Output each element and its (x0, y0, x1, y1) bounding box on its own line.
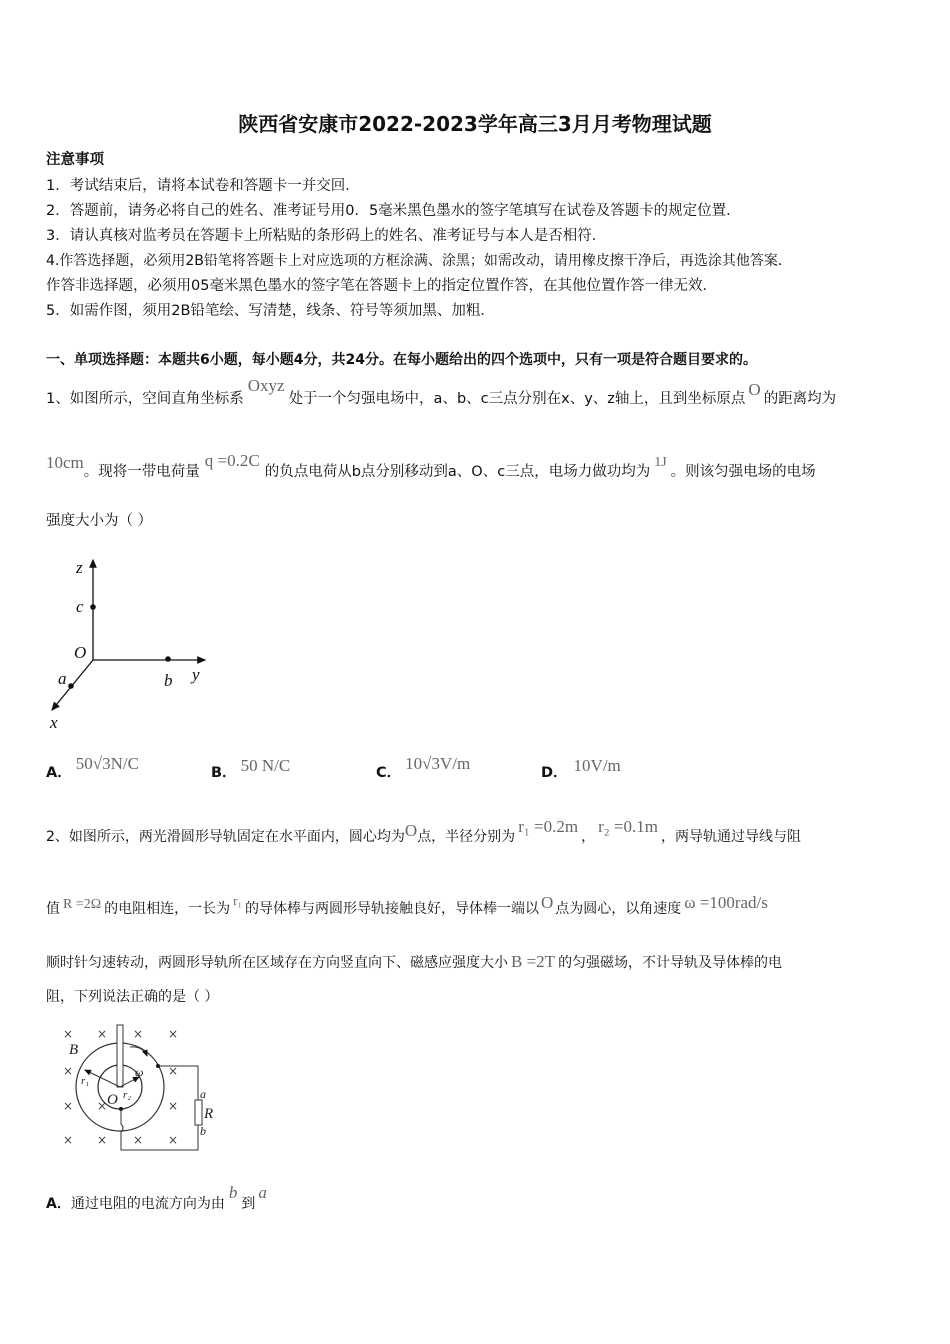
point-a (68, 683, 74, 689)
resistor (195, 1100, 202, 1125)
q1-math: q =0.2C (204, 451, 260, 470)
circular-rails-figure (55, 1022, 225, 1162)
option-value: 50√3N/C (75, 754, 139, 773)
q2-text: 点为圆心，以角速度 (555, 901, 682, 917)
option-text: 通过电阻的电流方向为由 (70, 1196, 225, 1212)
option-value: 10√3V/m (405, 754, 471, 773)
q2-text: 点，半径分别为 (417, 829, 516, 845)
option-label: A． (46, 1196, 71, 1212)
question-1 (46, 376, 837, 409)
svg-text:×: × (63, 1027, 74, 1041)
q1-option-a[interactable] (46, 754, 139, 783)
q1-text: 的负点电荷从b点分别移动到a、O、c三点，电场力做功均为 (264, 464, 651, 480)
label-a: a (200, 1087, 206, 1101)
label-B: B (69, 1042, 79, 1058)
label-O: O (107, 1092, 118, 1108)
svg-text:×: × (168, 1027, 179, 1041)
svg-text:×: × (168, 1064, 179, 1078)
q2-math: r₁ =0.2m (518, 817, 579, 836)
label-c: c (76, 597, 84, 616)
label-r1: r₁ (81, 1075, 90, 1087)
svg-text:×: × (133, 1133, 144, 1147)
q1-text: 的距离均为 (763, 391, 837, 407)
q2-math: B =2T (511, 952, 556, 971)
label-a: a (58, 669, 67, 688)
notice-item: 5．如需作图，须用2B铅笔绘、写清楚，线条、符号等须加黑、加粗． (46, 303, 495, 319)
question-2-line2 (46, 893, 768, 920)
label-y: y (192, 665, 200, 684)
q2-math: r₂ =0.1m (598, 817, 658, 836)
q2-text: ，两导轨通过导线与阻 (661, 829, 801, 845)
q1-math: 10cm (46, 453, 84, 472)
rotation-arrow (130, 1047, 147, 1056)
question-2-line3 (46, 952, 782, 973)
q2-text: 2、如图所示，两光滑圆形导轨固定在水平面内，圆心均为 (46, 829, 405, 845)
section-heading: 一、单项选择题：本题共6小题，每小题4分，共24分。在每小题给出的四个选项中，只有一项是符合题目要求的。 (46, 352, 757, 368)
option-label: D． (541, 765, 568, 781)
coordinate-axes-figure (40, 550, 220, 730)
q2-math: R =2Ω (63, 897, 102, 912)
page-title: 陕西省安康市2022-2023学年高三3月月考物理试题 (238, 112, 712, 136)
label-R: R (204, 1106, 214, 1122)
label-r2: r₂ (123, 1089, 132, 1101)
svg-text:×: × (63, 1133, 74, 1147)
notice-item: 4.作答选择题，必须用2B铅笔将答题卡上对应选项的方框涂满、涂黑；如需改动，请用橡皮擦干净后，再选涂其他答案． (46, 253, 792, 269)
label-omega: ω (135, 1065, 144, 1079)
label-x: x (50, 713, 58, 730)
svg-text:×: × (133, 1027, 144, 1041)
q2-math: r₁ (233, 893, 243, 908)
svg-text:×: × (168, 1133, 179, 1147)
option-math: b (228, 1183, 238, 1202)
option-value: 10V/m (573, 756, 621, 775)
point-c (90, 604, 96, 610)
q1-option-b[interactable] (211, 756, 291, 783)
option-text: 到 (241, 1196, 256, 1212)
svg-text:×: × (97, 1027, 108, 1041)
label-b: b (164, 671, 173, 690)
notice-item: 作答非选择题，必须用05毫米黑色墨水的签字笔在答题卡上的指定位置作答，在其他位置作答一律无效． (46, 278, 717, 294)
notice-heading: 注意事项 (46, 152, 104, 168)
q1-text: 处于一个匀强电场中，a、b、c三点分别在x、y、z轴上，且到坐标原点 (288, 391, 746, 407)
q1-math: O (748, 380, 761, 399)
question-2 (46, 817, 801, 847)
question-1-line3: 强度大小为（ ） (46, 513, 153, 529)
svg-text:×: × (63, 1064, 74, 1078)
option-label: C． (376, 765, 402, 781)
option-label: B． (211, 765, 237, 781)
notice-item: 2．答题前，请务必将自己的姓名、准考证号用0．5毫米黑色墨水的签字笔填写在试卷及答题卡的规定位置． (46, 203, 741, 219)
q1-text: 1、如图所示，空间直角坐标系 (46, 391, 244, 407)
option-label: A． (46, 765, 72, 781)
q2-option-a[interactable] (46, 1183, 267, 1214)
q2-text: 的匀强磁场，不计导轨及导体棒的电 (558, 955, 783, 971)
point-b (165, 656, 171, 662)
q2-text: 的导体棒与两圆形导轨接触良好，导体棒一端以 (245, 901, 540, 917)
option-math: a (258, 1183, 267, 1202)
q1-option-c[interactable] (376, 754, 471, 783)
q1-text: 。则该匀强电场的电场 (670, 464, 816, 480)
label-O: O (74, 643, 87, 662)
notice-item: 1．考试结束后，请将本试卷和答题卡一并交回． (46, 178, 360, 194)
q2-text: ， (581, 829, 596, 845)
q2-text: 顺时针匀速转动，两圆形导轨所在区域存在方向竖直向下、磁感应强度大小 (46, 955, 508, 971)
q2-math: O (404, 821, 418, 840)
label-z: z (76, 558, 83, 577)
q2-math: ω =100rad/s (684, 893, 768, 912)
svg-text:×: × (63, 1099, 74, 1113)
conductor-rod (117, 1025, 123, 1087)
svg-text:×: × (97, 1133, 108, 1147)
q2-math: O (541, 893, 554, 912)
q2-text: 的电阻相连，一长为 (104, 901, 231, 917)
notice-item: 3．请认真核对监考员在答题卡上所粘贴的条形码上的姓名、准考证号与本人是否相符． (46, 228, 607, 244)
q1-option-d[interactable] (541, 756, 621, 783)
q1-math: 1J (654, 455, 667, 470)
q1-text: 。现将一带电荷量 (83, 464, 200, 480)
label-b: b (200, 1124, 206, 1138)
question-2-line4: 阻，下列说法正确的是（ ） (46, 989, 219, 1005)
question-1-line2 (46, 451, 816, 483)
option-value: 50 N/C (240, 756, 291, 775)
q2-text: 值 (46, 901, 60, 917)
svg-text:×: × (168, 1099, 179, 1113)
q1-math: Oxyz (247, 376, 285, 395)
svg-text:×: × (97, 1099, 108, 1113)
